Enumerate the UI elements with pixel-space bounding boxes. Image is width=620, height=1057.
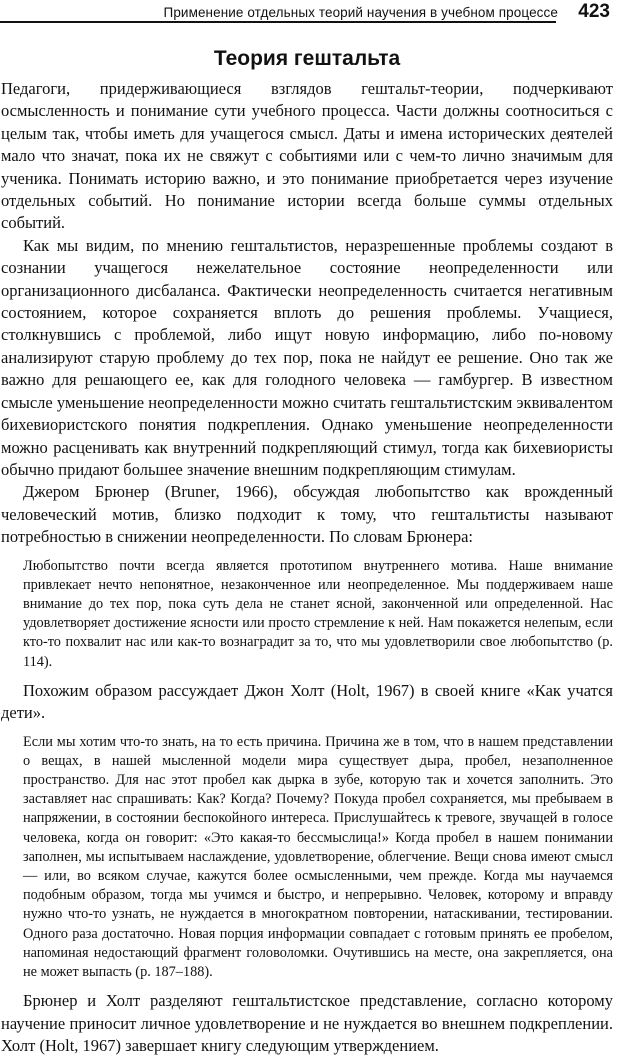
paragraph-intro: Педагоги, придерживающиеся взглядов гештальт-теории, подчеркивают осмысленность и понимание сути учебного процесса. Части должны соотноситься с целым так, чтобы иметь для учащегося смысл. Даты и имена исторических деятелей мало что значат, пока их не свяжут с событиями или с чем-то лично значимым для ученика. Понимать историю важно, и это понимание приобретается через изучение отдельных событий. Но понимание истории всегда больше суммы отдельных событий. — [1, 79, 613, 233]
block-quote-holt: Если мы хотим что-то знать, на то есть причина. Причина же в том, что в нашем представлении о вещах, в нашей мысленной модели мира существует дыра, пробел, незаполненное пространство. Для нас этот пробел как дырка в зубе, которую так и хочется заполнить. Это заставляет нас спрашивать: Как? Когда? Почему? Покуда пробел сохраняется, мы пребываем в напряжении, в состоянии беспокойного интереса. Прислушайтесь к тревоге, звучащей в голосе человека, когда он говорит: «Это какая-то бессмыслица!» Когда пробел в нашем понимании заполнен, мы испытываем наслаждение, удовлетворение, облегчение. Вещи снова имеют смысл — или, во всяком случае, кажутся более осмысленными, чем прежде. Когда мы научаемся подобным образом, тогда мы учимся и быстро, и непрерывно. Человек, которому и вправду нужно что-то узнать, не нуждается в многократном повторении, натаскивании, тестировании. Одного раза достаточно. Новая порция информации совпадает с готовым принять ее пробелом, напоминая недостающий фрагмент головоломки. Очутившись на месте, она закрепляется, она не может выпасть (р. 187–188). — [23, 733, 613, 980]
paragraph-bruner: Джером Брюнер (Bruner, 1966), обсуждая любопытство как врожденный человеческий мотив, близко подходит к тому, что гештальтисты называют потребностью в снижении неопределенности. По словам Брюнера: — [1, 482, 613, 547]
section-title: Теория гештальта — [213, 47, 401, 70]
paragraph-holt: Похожим образом рассуждает Джон Холт (Holt, 1967) в своей книге «Как учатся дети». — [1, 680, 613, 723]
running-header — [0, 0, 620, 30]
running-head-title: Применение отдельных теорий научения в учебном процессе — [163, 5, 558, 20]
block-quote-bruner: Любопытство почти всегда является прототипом внутреннего мотива. Наше внимание привлекает нечто непонятное, незаконченное или неопределенное. Мы поддерживаем наше внимание до тех пор, пока суть дела не станет ясной, законченной или определенной. Нас удовлетворяет достижение ясности или просто стремление к ней. Нам покажется нелепым, если кто-то похвалит нас или как-то вознаградит за то, что мы удовлетворили свое любопытство (р. 114). — [23, 557, 613, 670]
page-body — [1, 46, 613, 1057]
paragraph-uncertainty: Как мы видим, по мнению гештальтистов, неразрешенные проблемы создают в сознании учащегося нежелательное состояние неопределенности или организационного дисбаланса. Фактически неопределенность считается негативным состоянием, которое сохраняется вплоть до решения проблемы. Учащиеся, столкнувшись с проблемой, либо ищут новую информацию, либо по-новому анализируют старую проблему до тех пор, пока не найдут ее решение. Оно так же важно для решающего ее, как для голодного человека — гамбургер. В известном смысле уменьшение неопределенности можно считать гештальтистским эквивалентом бихевиористского понятия подкрепления. Однако уменьшение неопределенности можно расценивать как внутренний подкрепляющий стимул, тогда как бихевиористы обычно придают большее значение внешним подкрепляющим стимулам. — [1, 235, 613, 479]
page-number: 423 — [578, 1, 610, 22]
header-rule — [0, 21, 556, 23]
paragraph-conclusion: Брюнер и Холт разделяют гештальтистское представление, согласно которому научение приносит личное удовлетворение и не нуждается во внешнем подкреплении. Холт (Holt, 1967) завершает книгу следующим утверждением. — [1, 991, 613, 1056]
